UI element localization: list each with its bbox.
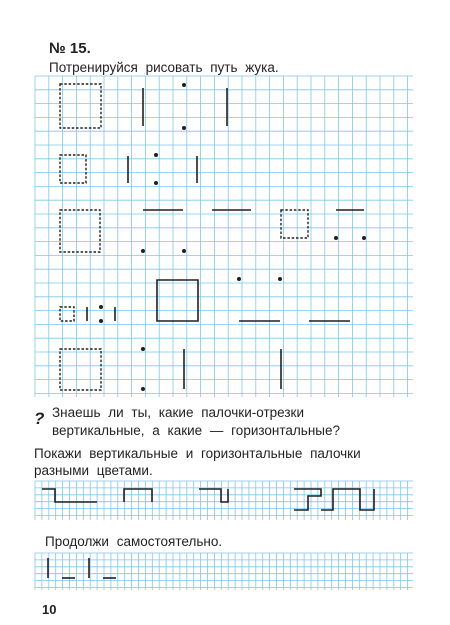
point-dot xyxy=(99,305,103,309)
dotted-square xyxy=(60,349,101,390)
solid-square xyxy=(157,280,198,321)
instruction-line-1: Покажи вертикальные и горизонтальные палочки xyxy=(34,446,361,461)
dotted-square xyxy=(60,307,74,321)
question-line-2: вертикальные, а какие — горизонтальные? xyxy=(52,423,340,438)
strip-grid-1 xyxy=(35,481,413,520)
instruction-line-2: разными цветами. xyxy=(34,463,153,478)
dotted-square xyxy=(60,84,101,128)
point-dot xyxy=(182,249,186,253)
point-dot xyxy=(182,126,186,130)
question-bug-icon: ? xyxy=(34,409,45,428)
point-dot xyxy=(154,181,158,185)
point-dot xyxy=(99,319,103,323)
beetle-path xyxy=(199,489,228,502)
strip-grid-2 xyxy=(35,553,413,590)
point-dot xyxy=(141,249,145,253)
continue-label: Продолжи самостоятельно. xyxy=(45,534,223,549)
point-dot xyxy=(278,277,282,281)
page-number: 10 xyxy=(42,602,57,617)
point-dot xyxy=(154,153,158,157)
point-dot xyxy=(141,387,145,391)
drawing-exercises xyxy=(42,83,374,578)
grid-paper xyxy=(35,76,413,590)
beetle-path xyxy=(294,489,321,510)
point-dot xyxy=(362,236,366,240)
point-dot xyxy=(237,277,241,281)
task-title: Потренируйся рисовать путь жука. xyxy=(49,60,279,75)
dotted-square xyxy=(60,210,100,252)
point-dot xyxy=(334,236,338,240)
point-dot xyxy=(141,347,145,351)
question-line-1: Знаешь ли ты, какие палочки-отрезки xyxy=(52,405,304,420)
point-dot xyxy=(182,83,186,87)
beetle-path xyxy=(124,489,152,502)
task-number: № 15. xyxy=(49,40,91,57)
